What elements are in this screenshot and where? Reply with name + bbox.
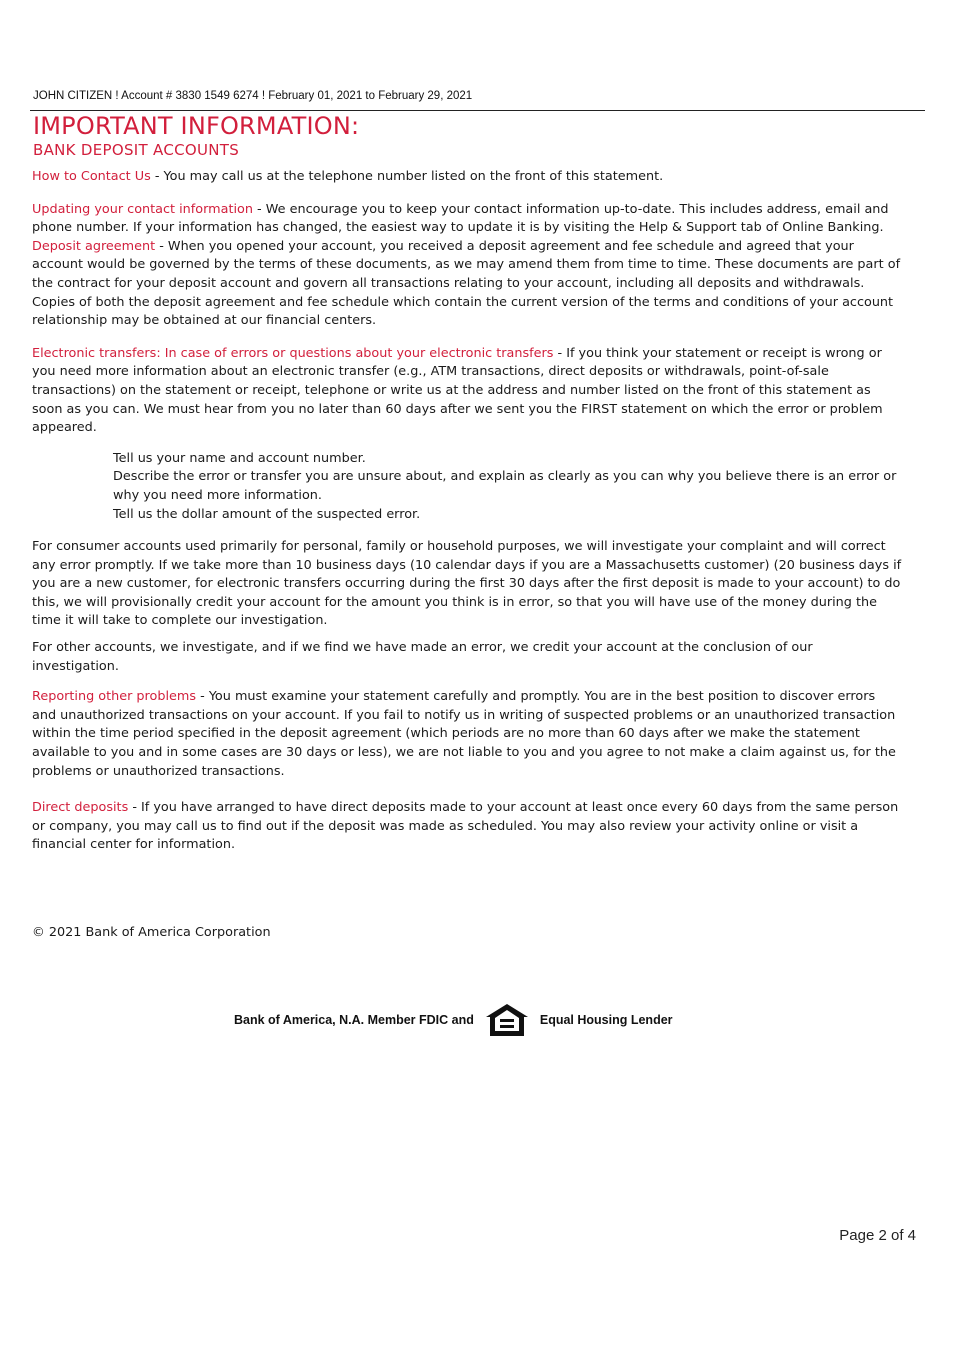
equal-housing-lender-text: Equal Housing Lender [539, 1013, 673, 1027]
reporting-body: - You must examine your statement carefully and promptly. You are in the best position to discover errors and unauthorized transactions on your account. If you fail to notify us in writing of suspected problems or an unauthorized transaction within the time period specified in the deposit agreement (which periods are no more than 60 days after we make the statement available to you and in some cases are 30 days or less), we are not liable to you and you agree to not make a claim against us, for the problems or unauthorized transactions. [32, 689, 896, 779]
error-report-steps [32, 450, 902, 524]
direct-deposits-paragraph [32, 799, 902, 855]
updating-body: - We encourage you to keep your contact information up-to-date. This includes address, email and phone number. If your information has changed, the easiest way to update it is by visiting the Help & Support tab of Online Banking. [32, 201, 889, 236]
statement-header: JOHN CITIZEN ! Account # 3830 1549 6274 ! February 01, 2021 to February 29, 2021 [33, 90, 473, 102]
deposit-agreement-body: - When you opened your account, you received a deposit agreement and fee schedule and agreed that your account would be governed by the terms of these documents, as we may amend them from time to time. These documents are part of the contract for your deposit account and govern all transactions relating to your account, including all deposits and withdrawals. Copies of both the deposit agreement and fee schedule which contain the current version of the terms and conditions of your account relationship may be obtained at our financial centers. [32, 238, 901, 329]
equal-housing-lender-icon [484, 1002, 530, 1038]
contact-body: - You may call us at the telephone number listed on the front of this statement. [150, 169, 664, 184]
contact-paragraph [32, 168, 902, 187]
list-item: Describe the error or transfer you are unsure about, and explain as clearly as you can why you believe there is an error or why you need more information. [113, 469, 897, 503]
footer-disclosure [234, 1001, 673, 1039]
electronic-transfers-paragraph [32, 345, 902, 438]
reporting-paragraph [32, 688, 902, 781]
header-divider [30, 110, 925, 111]
other-accounts-paragraph: For other accounts, we investigate, and if we find we have made an error, we credit your account at the conclusion of our investigation. [32, 640, 813, 674]
page-title: IMPORTANT INFORMATION: [33, 112, 360, 140]
page-number: Page 2 of 4 [839, 1227, 916, 1244]
list-item: Tell us the dollar amount of the suspected error. [113, 506, 421, 522]
deposit-agreement-paragraph [32, 238, 902, 331]
page-subtitle: BANK DEPOSIT ACCOUNTS [33, 141, 240, 159]
important-information-body [32, 168, 902, 855]
contact-heading: How to Contact Us [32, 169, 151, 184]
reporting-heading: Reporting other problems [32, 689, 197, 705]
electronic-transfers-body: - If you think your statement or receipt is wrong or you need more information about an electronic transfer (e.g., ATM transactions, direct deposits or withdrawals, point-of-sale transactions) on the statement or receipt, telephone or write us at the address and number listed on the front of this statement as soon as you can. We must hear from you no later than 60 days after we sent you the FIRST statement on which the error or problem appeared. [32, 345, 883, 436]
list-item: Tell us your name and account number. [113, 450, 366, 466]
member-fdic-text: Bank of America, N.A. Member FDIC and [234, 1013, 474, 1027]
copyright-notice: © 2021 Bank of America Corporation [32, 925, 271, 940]
deposit-agreement-heading: Deposit agreement [32, 238, 156, 254]
electronic-transfers-heading: Electronic transfers: In case of errors or questions about your electronic transfers [32, 345, 554, 361]
updating-paragraph [32, 201, 902, 238]
direct-deposits-body: - If you have arranged to have direct deposits made to your account at least once every 60 days from the same person or company, you may call us to find out if the deposit was made as scheduled. You may also review your activity online or visit a financial center for information. [32, 800, 899, 853]
updating-heading: Updating your contact information [32, 201, 253, 217]
direct-deposits-heading: Direct deposits [32, 800, 129, 816]
consumer-accounts-paragraph: For consumer accounts used primarily for personal, family or household purposes, we will investigate your complaint and will correct any error promptly. If we take more than 10 business days (10 calendar days if you are a Massachusetts customer) (20 business days if you are a new customer, for electronic transfers occurring during the first 30 days after the first deposit is made to your account) to do this, we will provisionally credit your account for the amount you think is in error, so that you will have use of the money during the time it will take to complete our investigation. [32, 539, 902, 629]
